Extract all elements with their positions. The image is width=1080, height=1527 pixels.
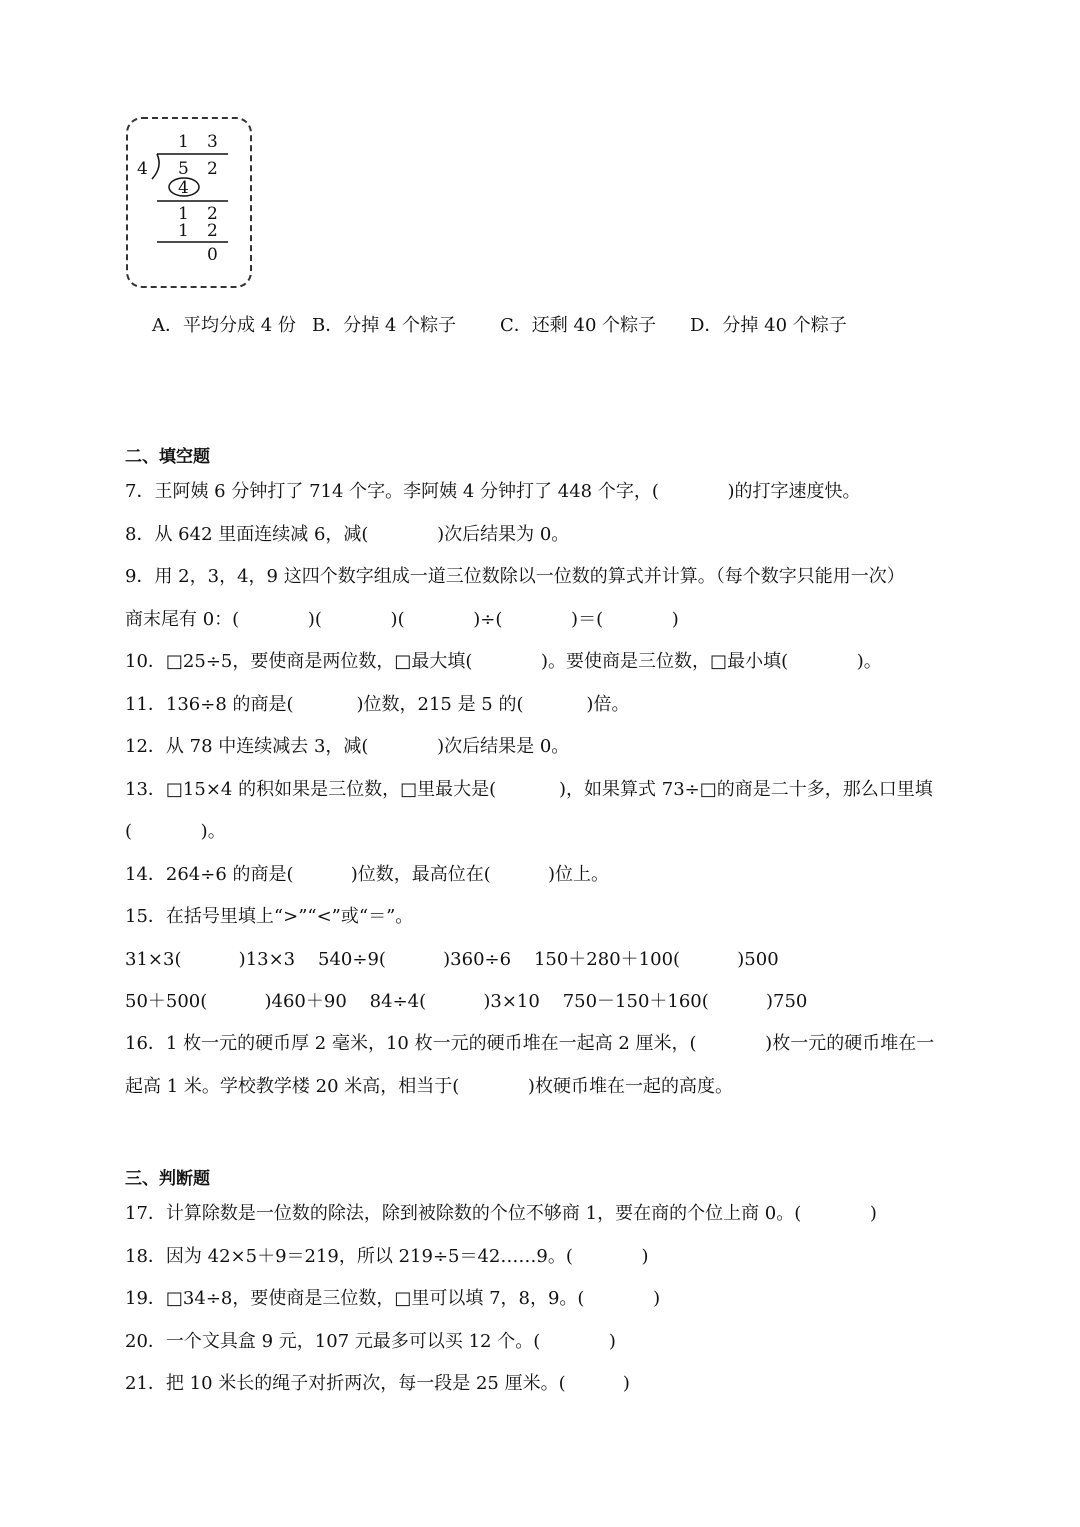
question-10: 10．□25÷5，要使商是两位数，□最大填( )。要使商是三位数，□最小填( )。 (125, 651, 882, 672)
question-15-row-1: 31×3( )13×3 540÷9( )360÷6 150＋280＋100( )500 (125, 949, 779, 970)
question-18: 18．因为 42×5＋9＝219，所以 219÷5＝42……9。( ) (125, 1246, 649, 1267)
question-20: 20．一个文具盒 9 元，107 元最多可以买 12 个。( ) (125, 1331, 616, 1352)
step2-remainder-digit-2: 2 (207, 204, 218, 224)
final-remainder: 0 (207, 245, 218, 265)
step1-product: 4 (178, 178, 189, 198)
question-13: 13．□15×4 的积如果是三位数，□里最大是( )，如果算式 73÷□的商是二十多，那么口里填 (125, 779, 933, 800)
question-17: 17．计算除数是一位数的除法，除到被除数的个位不够商 1，要在商的个位上商 0。( ) (125, 1203, 877, 1224)
question-12: 12．从 78 中连续减去 3，减( )次后结果是 0。 (125, 736, 570, 757)
step2-remainder-digit-1: 1 (178, 204, 189, 224)
question-9: 9．用 2，3，4，9 这四个数字组成一道三位数除以一位数的算式并计算。（每个数字只能用一次） (125, 566, 905, 587)
divisor: 4 (137, 159, 148, 179)
question-14: 14．264÷6 的商是( )位数，最高位在( )位上。 (125, 864, 610, 885)
question-16-cont: 起高 1 米。学校教学楼 20 米高，相当于( )枚硬币堆在一起的高度。 (125, 1076, 733, 1097)
question-11: 11．136÷8 的商是( )位数，215 是 5 的( )倍。 (125, 694, 630, 715)
long-division-figure (126, 117, 252, 288)
option-c: C．还剩 40 个粽子 (500, 315, 657, 336)
question-13-cont: ( )。 (125, 821, 226, 842)
option-d: D．分掉 40 个粽子 (690, 315, 847, 336)
question-15-row-2: 50＋500( )460＋90 84÷4( )3×10 750－150＋160( )750 (125, 991, 808, 1012)
question-19: 19．□34÷8，要使商是三位数，□里可以填 7，8，9。( ) (125, 1288, 661, 1309)
section-title-true-false: 三、判断题 (125, 1169, 210, 1189)
step2-product-digit-2: 2 (207, 221, 218, 241)
question-16: 16．1 枚一元的硬币厚 2 毫米，10 枚一元的硬币堆在一起高 2 厘米，( )枚一元的硬币堆在一 (125, 1033, 935, 1054)
question-15: 15．在括号里填上“>”“<”或“＝”。 (125, 906, 414, 927)
division-bracket (152, 154, 159, 179)
option-b: B．分掉 4 个粽子 (312, 315, 457, 336)
question-7: 7．王阿姨 6 分钟打了 714 个字。李阿姨 4 分钟打了 448 个字，( )的打字速度快。 (125, 481, 861, 502)
dividend-digit-2: 2 (207, 159, 218, 179)
option-a: A．平均分成 4 份 (152, 315, 296, 336)
quotient-digit-2: 3 (207, 132, 218, 152)
section-title-fill-in: 二、填空题 (125, 447, 210, 467)
dividend-digit-1: 5 (178, 159, 189, 179)
long-division-diagram (128, 119, 250, 286)
question-8: 8．从 642 里面连续减 6，减( )次后结果为 0。 (125, 524, 570, 545)
quotient-digit-1: 1 (178, 132, 189, 152)
step2-product-digit-1: 1 (178, 221, 189, 241)
question-21: 21．把 10 米长的绳子对折两次，每一段是 25 厘米。( ) (125, 1373, 630, 1394)
question-9-blanks: 商末尾有 0：( )( )( )÷( )＝( ) (125, 609, 679, 630)
